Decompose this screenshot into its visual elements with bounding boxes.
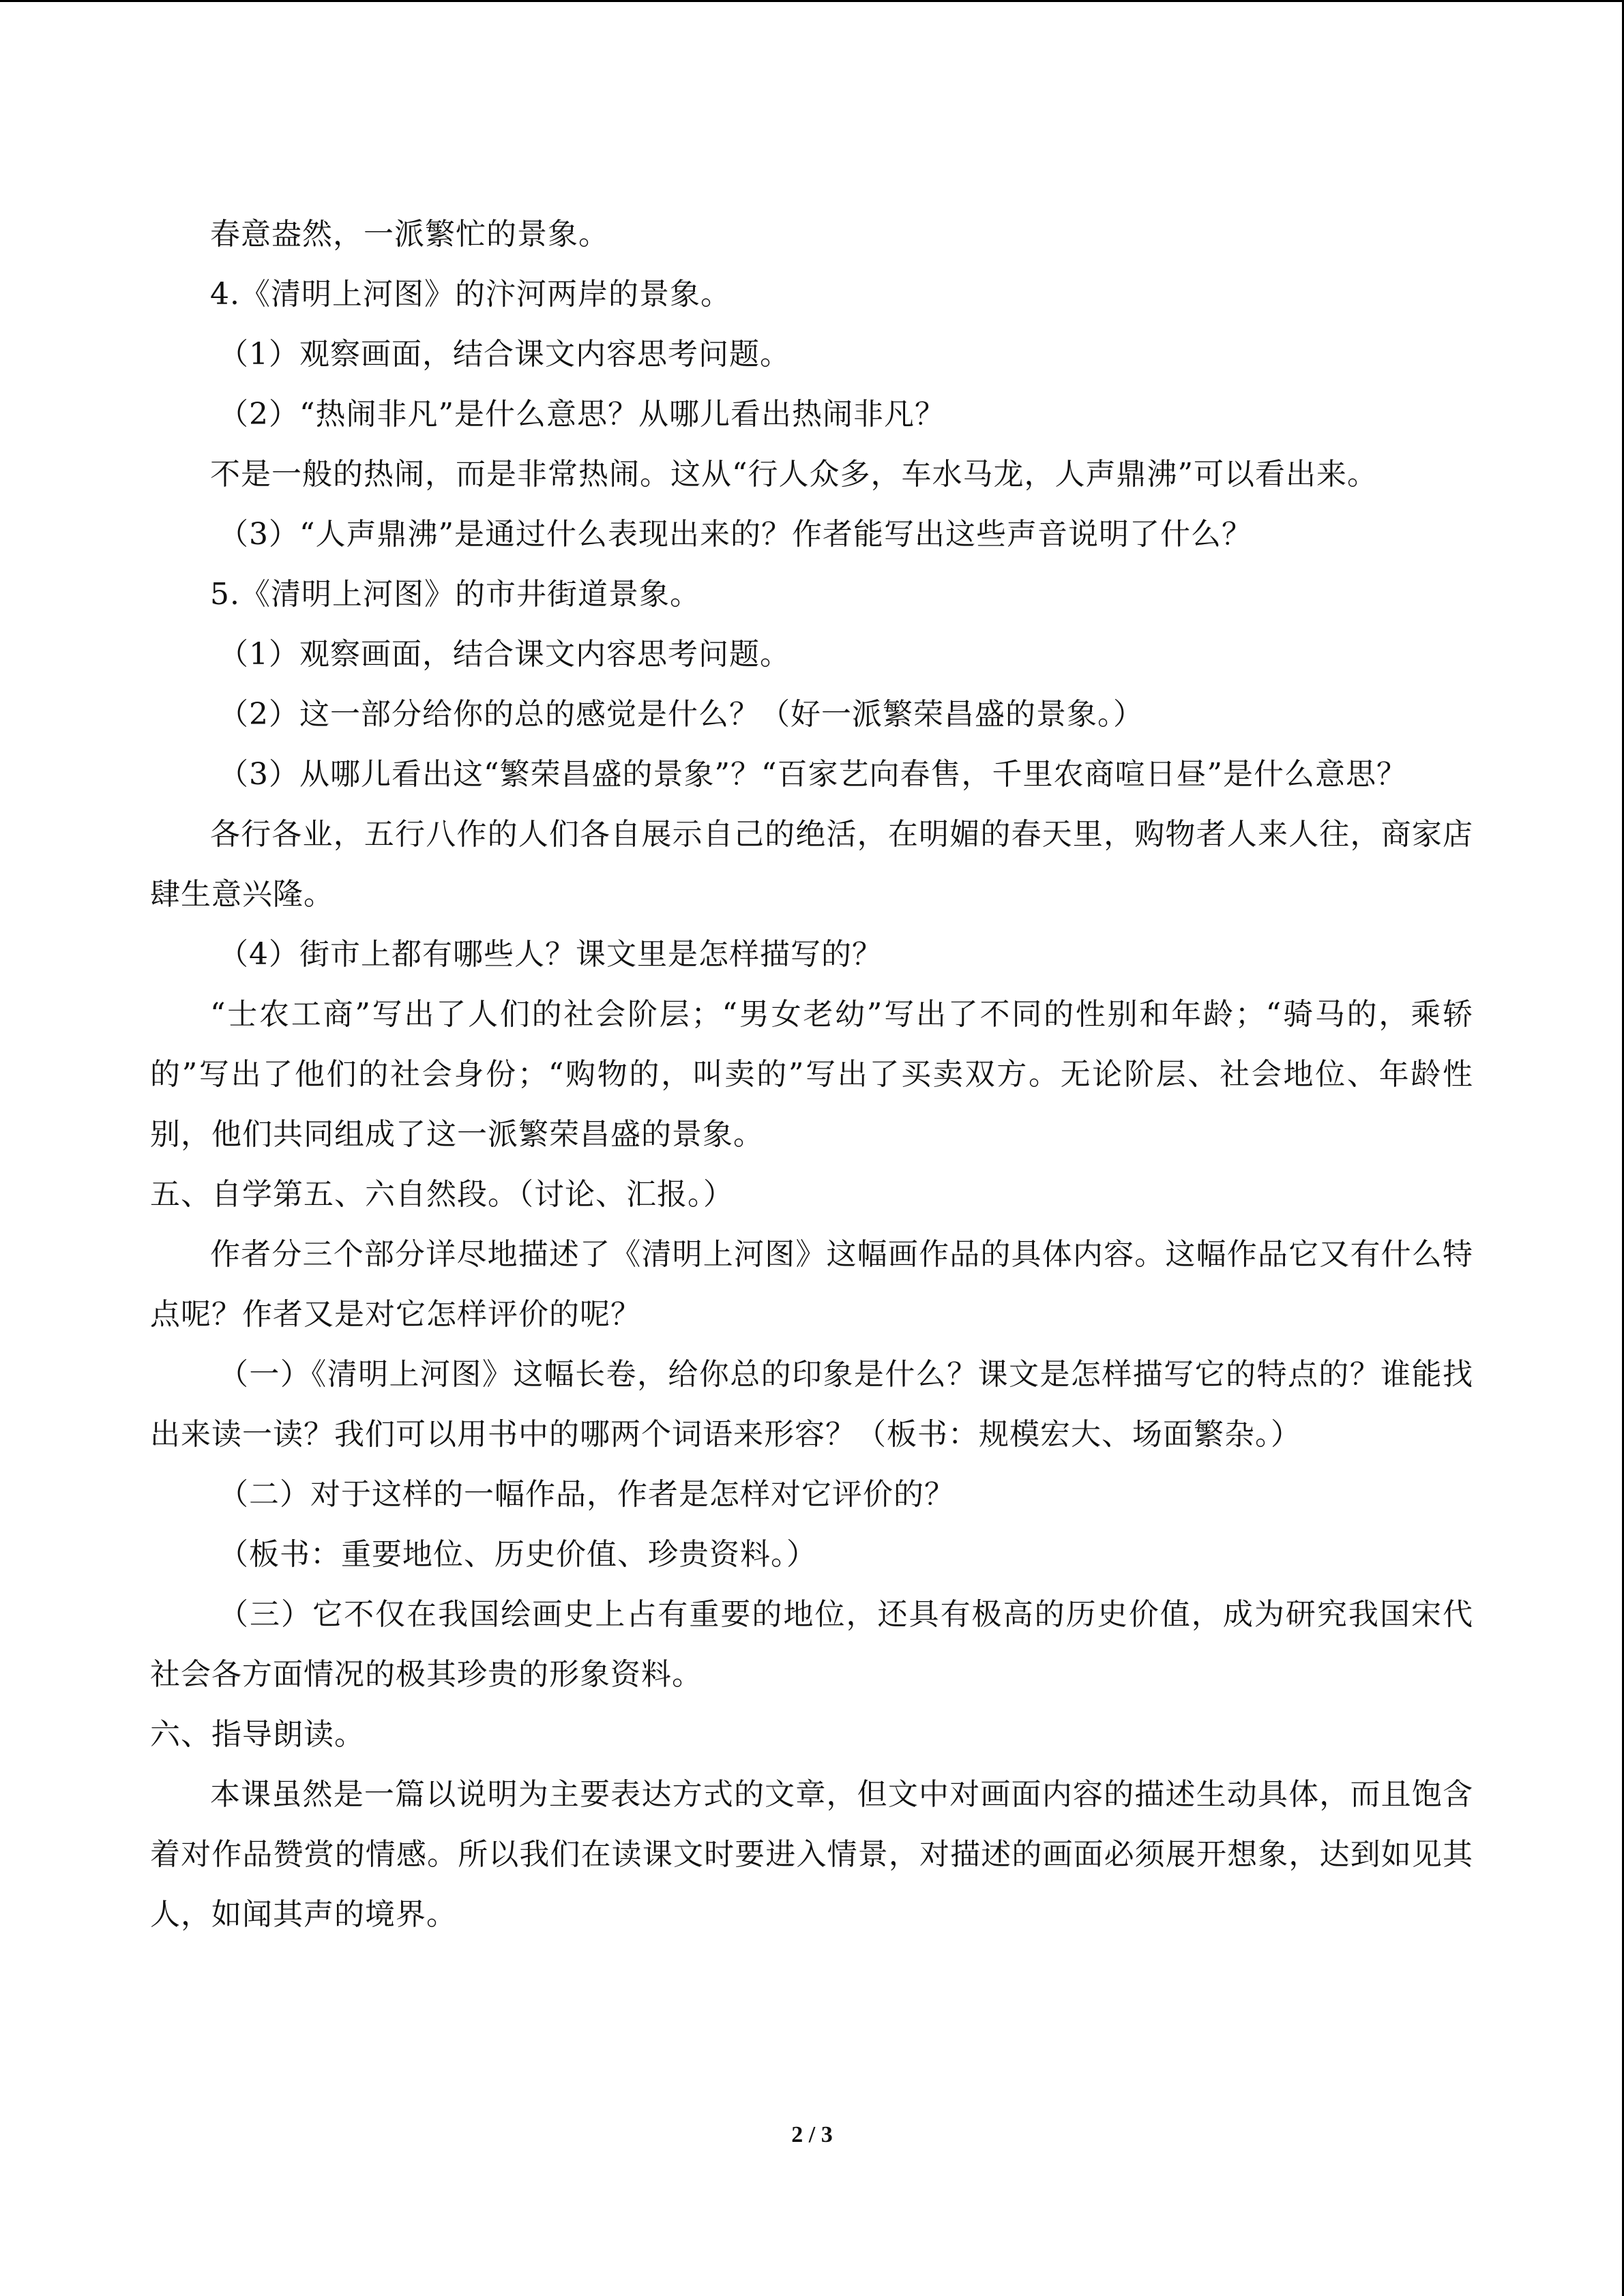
- question: （1）观察画面，结合课文内容思考问题。: [218, 337, 791, 372]
- answer-paragraph: 不是一般的热闹，而是非常热闹。这从“行人众多，车水马龙，人声鼎沸”可以看出来。: [210, 457, 1378, 492]
- section-heading: 五、自学第五、六自然段。（讨论、汇报。）: [150, 1177, 734, 1212]
- paragraph: （三）它不仅在我国绘画史上占有重要的地位，还具有极高的历史价值，成为研究我国宋代社会各方面情况的极其珍贵的形象资料。: [150, 1597, 1473, 1692]
- question: （3）“人声鼎沸”是通过什么表现出来的？作者能写出这些声音说明了什么？: [218, 517, 1252, 552]
- board-note: （板书：重要地位、历史价值、珍贵资料。）: [218, 1537, 817, 1572]
- paragraph: 春意盎然，一派繁忙的景象。: [210, 217, 609, 252]
- section-heading: 5.《清明上河图》的市井街道景象。: [210, 577, 700, 612]
- section-heading: 4.《清明上河图》的汴河两岸的景象。: [210, 277, 731, 312]
- question: （二）对于这样的一幅作品，作者是怎样对它评价的？: [218, 1477, 955, 1512]
- answer-paragraph: “士农工商”写出了人们的社会阶层；“男女老幼”写出了不同的性别和年龄；“骑马的，乘轿的”写出了他们的社会身份；“购物的，叫卖的”写出了买卖双方。无论阶层、社会地位、年龄性别，他们共同组成了这一派繁荣昌盛的景象。: [150, 997, 1473, 1152]
- question: （3）从哪儿看出这“繁荣昌盛的景象”？“百家艺向春售，千里农商喧日昼”是什么意思？: [218, 757, 1407, 792]
- section-heading: 六、指导朗读。: [150, 1717, 365, 1752]
- paragraph: 本课虽然是一篇以说明为主要表达方式的文章，但文中对画面内容的描述生动具体，而且饱含着对作品赞赏的情感。所以我们在读课文时要进入情景，对描述的画面必须展开想象，达到如见其人，如闻其声的境界。: [150, 1777, 1473, 1932]
- question: （1）观察画面，结合课文内容思考问题。: [218, 637, 791, 672]
- document-body: [150, 205, 1473, 1945]
- paragraph: 作者分三个部分详尽地描述了《清明上河图》这幅画作品的具体内容。这幅作品它又有什么特点呢？作者又是对它怎样评价的呢？: [150, 1237, 1473, 1332]
- page-number: 2 / 3: [791, 2122, 833, 2147]
- question: （2）“热闹非凡”是什么意思？从哪儿看出热闹非凡？: [218, 397, 945, 432]
- answer-paragraph: 各行各业，五行八作的人们各自展示自己的绝活，在明媚的春天里，购物者人来人往，商家店肆生意兴隆。: [150, 817, 1473, 912]
- question: （一）《清明上河图》这幅长卷，给你总的印象是什么？课文是怎样描写它的特点的？谁能找出来读一读？我们可以用书中的哪两个词语来形容？（板书：规模宏大、场面繁杂。）: [150, 1357, 1473, 1452]
- question: （4）街市上都有哪些人？课文里是怎样描写的？: [218, 937, 883, 972]
- question: （2）这一部分给你的总的感觉是什么？（好一派繁荣昌盛的景象。）: [218, 697, 1144, 732]
